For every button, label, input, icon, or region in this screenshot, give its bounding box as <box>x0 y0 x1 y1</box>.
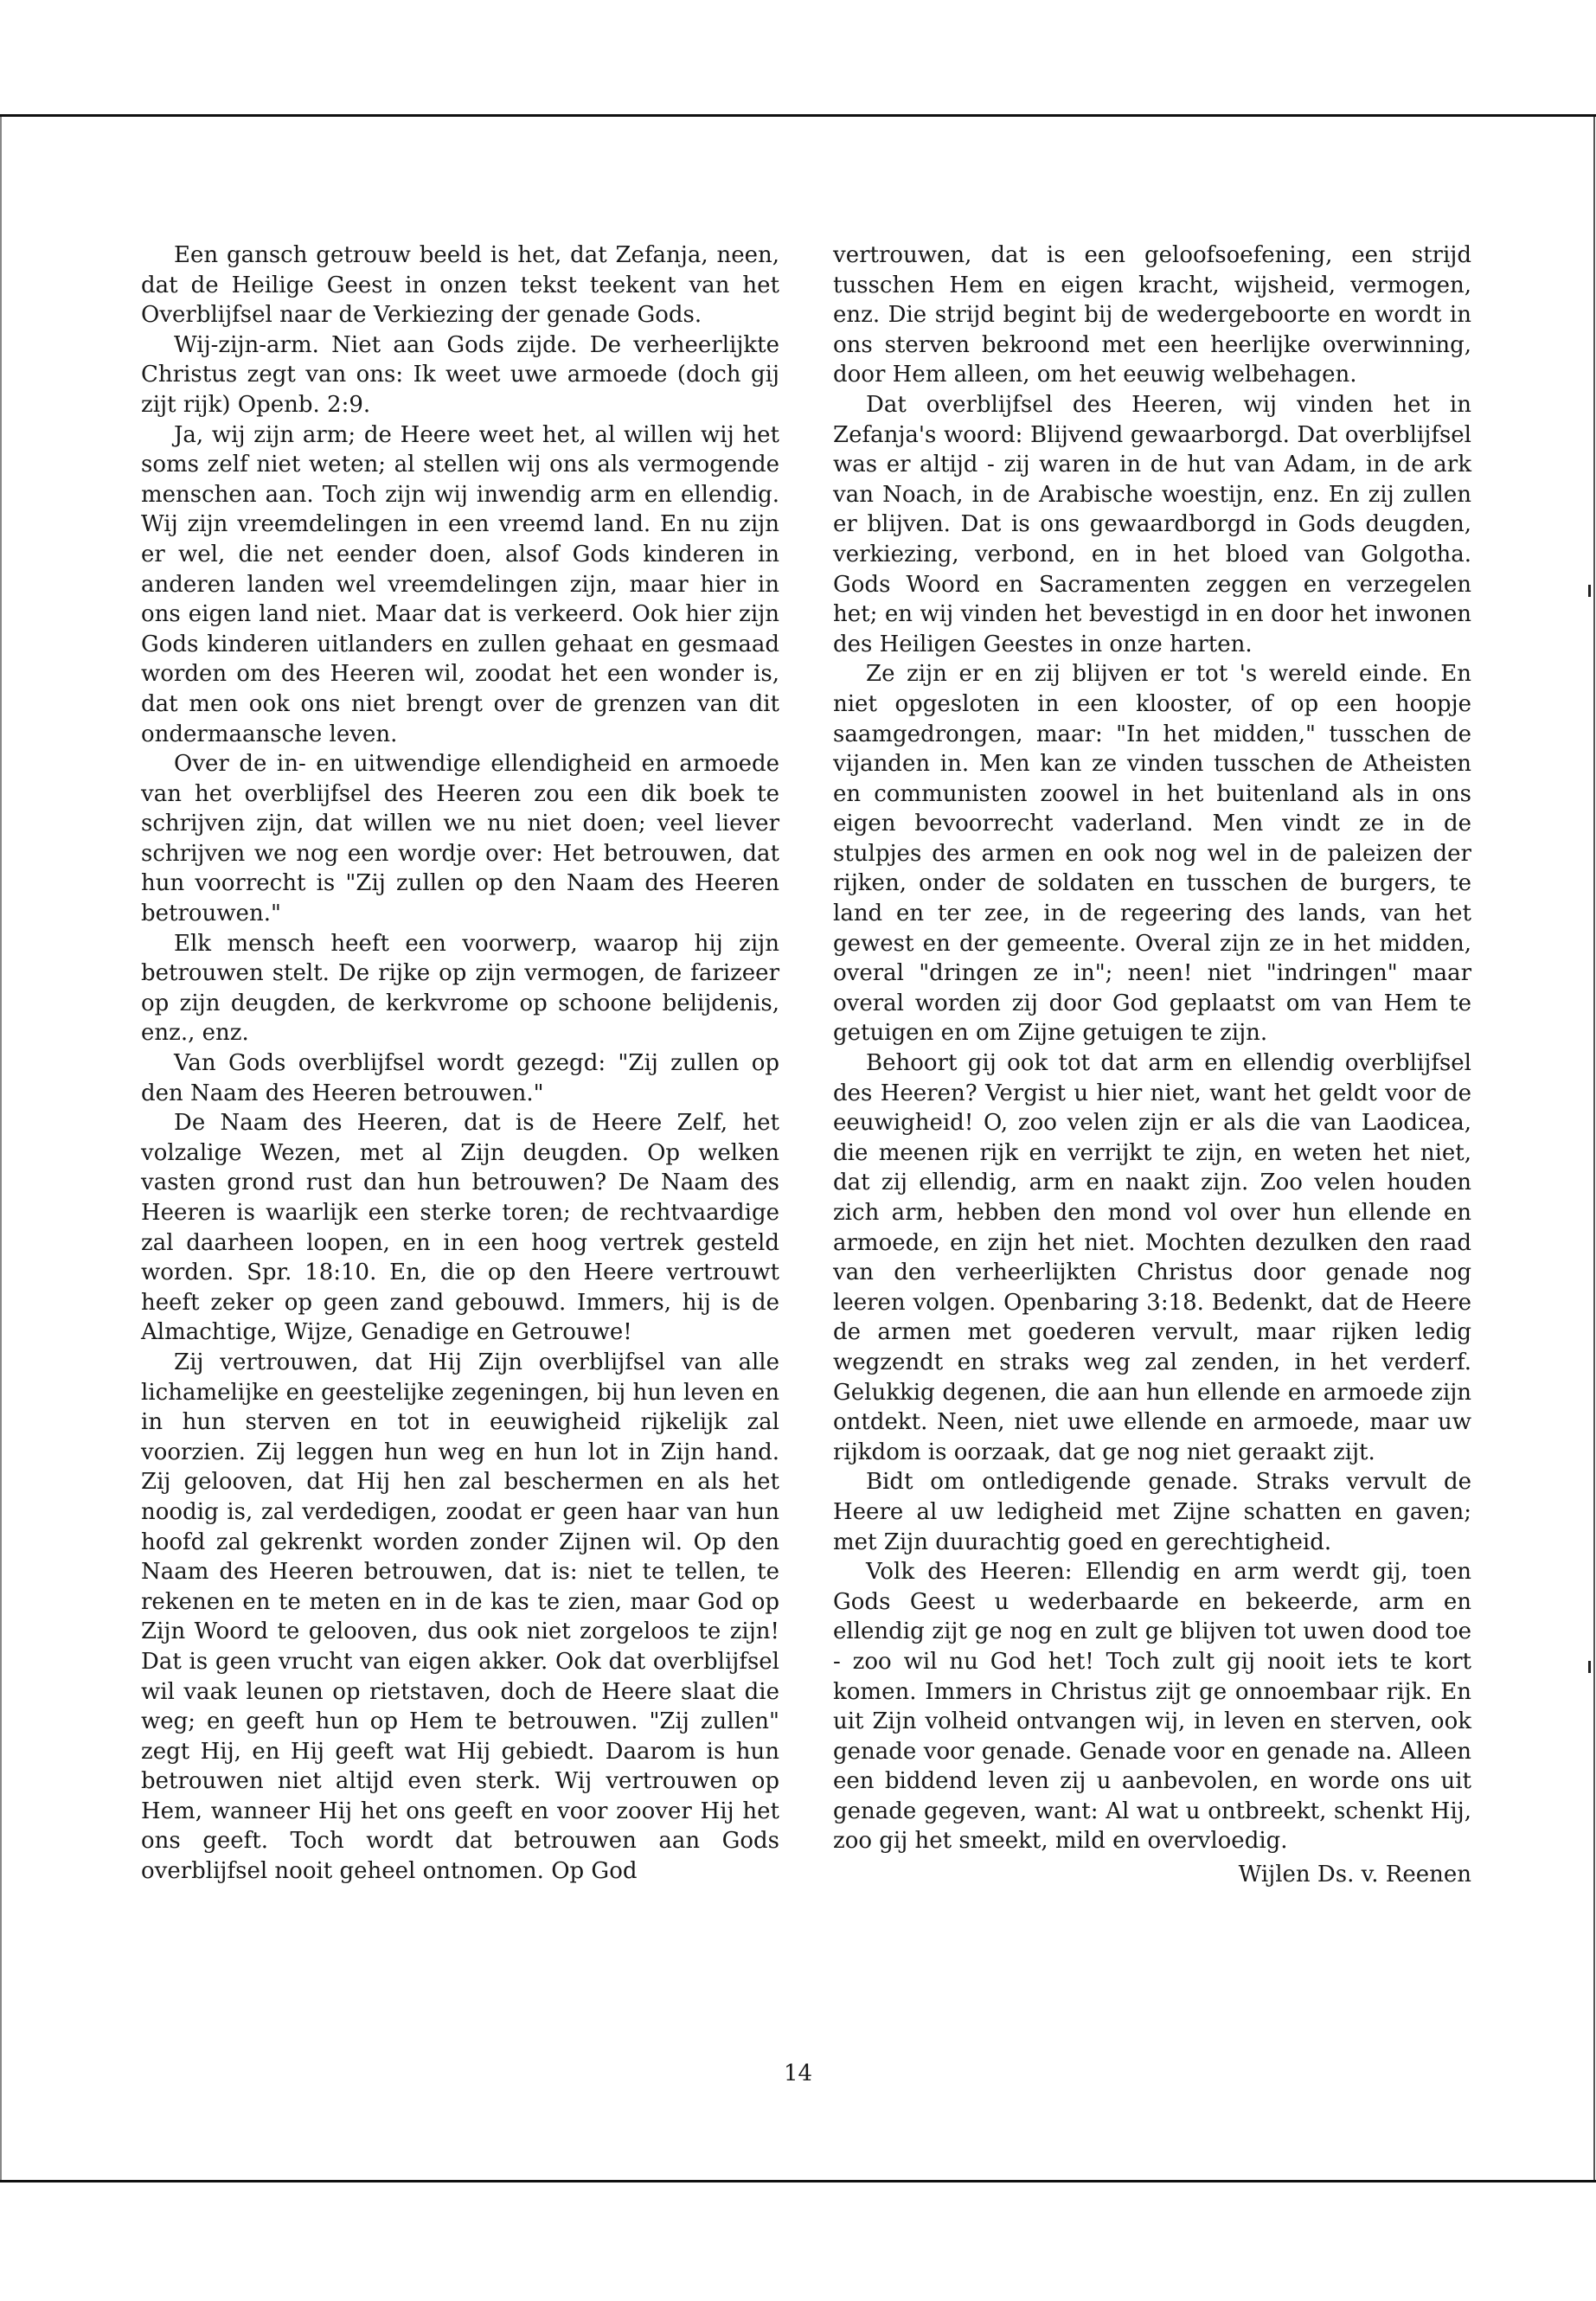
scan-top-border <box>0 114 1596 117</box>
scan-right-edge <box>1593 117 1595 2180</box>
paragraph: Zij vertrouwen, dat Hij Zijn overblijfsel van alle lichamelijke en geestelijke zegeningen, bij hun leven en in hun sterven en tot in eeuwigheid rijkelijk zal voorzien. Zij leggen hun weg en hun lot in Zijn hand. Zij gelooven, dat Hij hen zal beschermen en als het noodig is, zal verdedigen, zoodat er geen haar van hun hoofd zal gekrenkt worden zonder Zijnen wil. Op den Naam des Heeren betrouwen, dat is: niet te tellen, te rekenen en te meten en in de kas te zien, maar God op Zijn Woord te gelooven, dus ook niet zorgeloos te zijn! Dat is geen vrucht van eigen akker. Ook dat overblijfsel wil vaak leunen op rietstaven, doch de Heere slaat die weg; en geeft hun op Hem te betrouwen. "Zij zullen" zegt Hij, en Hij geeft wat Hij gebiedt. Daarom is hun betrouwen niet altijd even sterk. Wij vertrouwen op Hem, wanneer Hij het ons geeft en voor zoover Hij het ons geeft. Toch wordt dat betrouwen aan Gods overblijfsel nooit geheel ontnomen. Op God <box>141 1349 779 1885</box>
paragraph: Dat overblijfsel des Heeren, wij vinden het in Zefanja's woord: Blijvend gewaarborgd. Dat overblijfsel was er altijd - zij waren in de hut van Adam, in de ark van Noach, in de Arabische woestijn, enz. En zij zullen er blijven. Dat is ons gewaardborgd in Gods deugden, verkiezing, verbond, en in het bloed van Golgotha. Gods Woord en Sacramenten zeggen en verzegelen het; en wij vinden het bevestigd in en door het inwonen des Heiligen Geestes in onze harten. <box>833 391 1471 657</box>
margin-mark <box>1588 585 1591 597</box>
paragraph: Behoort gij ook tot dat arm en ellendig overblijfsel des Heeren? Vergist u hier niet, want het geldt voor de eeuwigheid! O, zoo velen zijn er als die van Laodicea, die meenen rijk en verrijkt te zijn, en weten het niet, dat zij ellendig, arm en naakt zijn. Zoo velen houden zich arm, hebben den mond vol over hun ellende en armoede, en zijn het niet. Mochten dezulken den raad van den verheerlijkten Christus door genade nog leeren volgen. Openbaring 3:18. Bedenkt, dat de Heere de armen met goederen vervult, maar rijken ledig wegzendt en straks weg zal zenden, in het verderf. Gelukkig degenen, die aan hun ellende en armoede zijn ontdekt. Neen, niet uwe ellende en armoede, maar uw rijkdom is oorzaak, dat ge nog niet geraakt zijt. <box>833 1050 1471 1465</box>
paragraph: Een gansch getrouw beeld is het, dat Zefanja, neen, dat de Heilige Geest in onzen tekst teekent van het Overblijfsel naar de Verkiezing der genade Gods. <box>141 242 779 329</box>
paragraph: Bidt om ontledigende genade. Straks vervult de Heere al uw ledigheid met Zijne schatten en gaven; met Zijn duurachtig goed en gerechtigheid. <box>833 1469 1471 1555</box>
page-number: 14 <box>783 2061 813 2086</box>
left-column <box>141 240 779 1887</box>
paragraph: Over de in- en uitwendige ellendigheid en armoede van het overblijfsel des Heeren zou een dik boek te schrijven zijn, dat willen we nu niet doen; veel liever schrijven we nog een wordje over: Het betrouwen, dat hun voorrecht is "Zij zullen op den Naam des Heeren betrouwen." <box>141 751 779 927</box>
right-column <box>833 240 1471 1890</box>
paragraph: Elk mensch heeft een voorwerp, waarop hij zijn betrouwen stelt. De rijke op zijn vermogen, de farizeer op zijn deugden, de kerkvrome op schoone belijdenis, enz., enz. <box>141 930 779 1047</box>
paragraph-continuation: vertrouwen, dat is een geloofsoefening, een strijd tusschen Hem en eigen kracht, wijsheid, vermogen, enz. Die strijd begint bij de wedergeboorte en wordt in ons sterven bekroond met een heerlijke overwinning, door Hem alleen, om het eeuwig welbehagen. <box>833 242 1471 388</box>
author-signature: Wijlen Ds. v. Reenen <box>1238 1862 1471 1888</box>
paragraph: Volk des Heeren: Ellendig en arm werdt gij, toen Gods Geest u wederbaarde en bekeerde, arm en ellendig zijt ge nog en zult ge blijven tot uwen dood toe - zoo wil nu God het! Toch zult gij nooit iets te kort komen. Immers in Christus zijt ge onnoembaar rijk. En uit Zijn volheid ontvangen wij, in leven en sterven, ook genade voor genade. Genade voor en genade na. Alleen een biddend leven zij u aanbevolen, en worde ons uit genade gegeven, want: Al wat u ontbreekt, schenkt Hij, zoo gij het smeekt, mild en overvloedig. <box>833 1559 1471 1855</box>
scan-bottom-border <box>0 2180 1596 2182</box>
scan-left-edge <box>0 117 2 2180</box>
paragraph: Van Gods overblijfsel wordt gezegd: "Zij zullen op den Naam des Heeren betrouwen." <box>141 1050 779 1106</box>
margin-mark <box>1588 1661 1591 1673</box>
paragraph: Ze zijn er en zij blijven er tot 's wereld einde. En niet opgesloten in een klooster, of op een hoopje saamgedrongen, maar: "In het midden," tusschen de vijanden in. Men kan ze vinden tusschen de Atheisten en communisten zoowel in het buitenland als in ons eigen bevoorrecht vaderland. Men vindt ze in de stulpjes des armen en ook nog wel in de paleizen der rijken, onder de soldaten en tusschen de burgers, te land en ter zee, in de regeering des lands, van het gewest en der gemeente. Overal zijn ze in het midden, overal "dringen ze in"; neen! niet "indringen" maar overal worden zij door God geplaatst om van Hem te getuigen en om Zijne getuigen te zijn. <box>833 661 1471 1047</box>
paragraph: De Naam des Heeren, dat is de Heere Zelf, het volzalige Wezen, met al Zijn deugden. Op welken vasten grond rust dan hun betrouwen? De Naam des Heeren is waarlijk een sterke toren; de rechtvaardige zal daarheen loopen, en in een hoog vertrek gesteld worden. Spr. 18:10. En, die op den Heere vertrouwt heeft zeker op geen zand gebouwd. Immers, hij is de Almachtige, Wijze, Genadige en Getrouwe! <box>141 1110 779 1346</box>
paragraph: Ja, wij zijn arm; de Heere weet het, al willen wij het soms zelf niet weten; al stellen wij ons als vermogende menschen aan. Toch zijn wij inwendig arm en ellendig. Wij zijn vreemdelingen in een vreemd land. En nu zijn er wel, die net eender doen, alsof Gods kinderen in anderen landen wel vreemdelingen zijn, maar hier in ons eigen land niet. Maar dat is verkeerd. Ook hier zijn Gods kinderen uitlanders en zullen gehaat en gesmaad worden om des Heeren wil, zoodat het een wonder is, dat men ook ons niet brengt over de grenzen van dit ondermaansche leven. <box>141 421 779 747</box>
paragraph: Wij-zijn-arm. Niet aan Gods zijde. De verheerlijkte Christus zegt van ons: Ik weet uwe armoede (doch gij zijt rijk) Openb. 2:9. <box>141 331 779 418</box>
